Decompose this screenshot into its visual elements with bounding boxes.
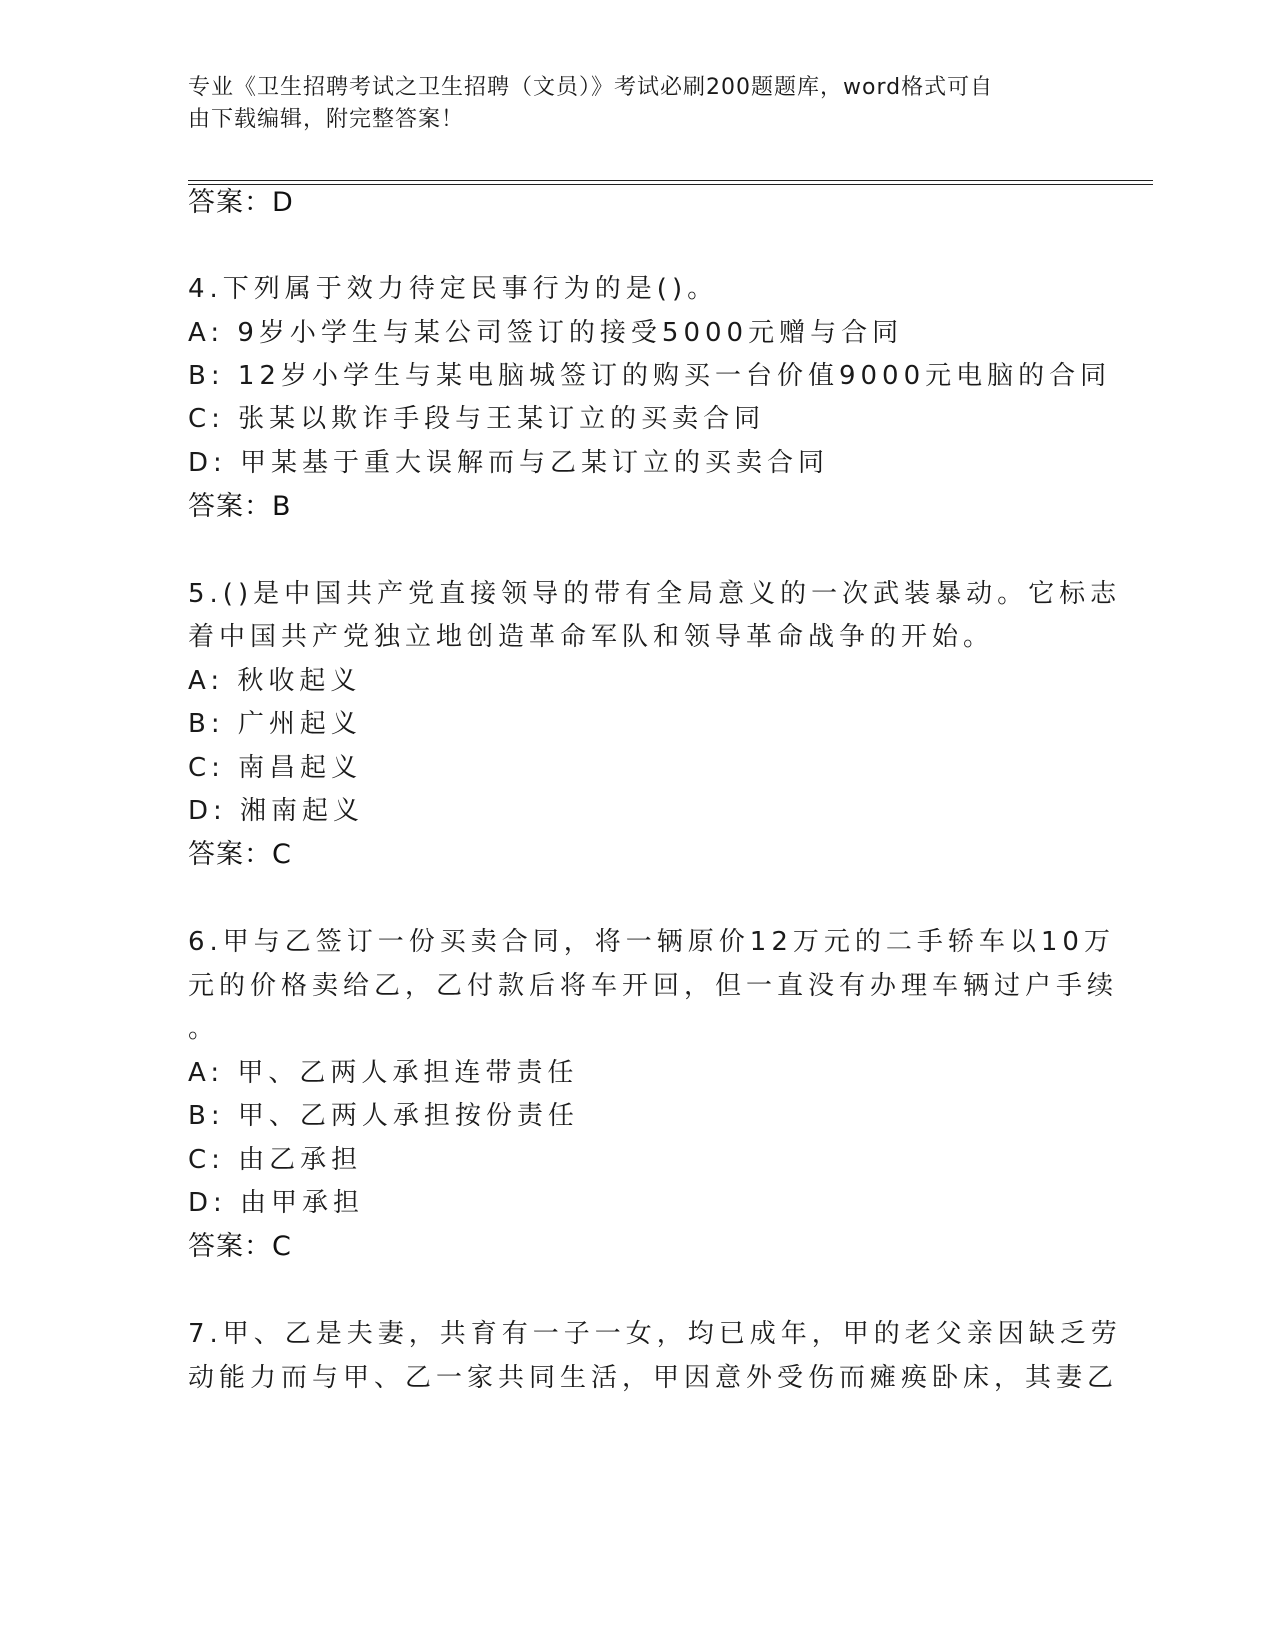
question-4-option-b: B: 12岁小学生与某电脑城签订的购买一台价值9000元电脑的合同: [188, 361, 1112, 391]
question-4-answer: 答案：B: [188, 491, 292, 522]
question-4-option-d: D: 甲某基于重大误解而与乙某订立的买卖合同: [188, 448, 830, 478]
question-6-option-b: B: 甲、乙两人承担按份责任: [188, 1101, 579, 1131]
question-5-option-d: D: 湘南起义: [188, 796, 365, 826]
question-6-stem-line-2: 元的价格卖给乙，乙付款后将车开回，但一直没有办理车辆过户手续: [188, 971, 1119, 1001]
question-7-stem-line-1: 7.甲、乙是夫妻，共育有一子一女，均已成年，甲的老父亲因缺乏劳: [188, 1319, 1122, 1349]
question-5-option-c: C: 南昌起义: [188, 753, 363, 783]
question-6-answer: 答案：C: [188, 1231, 292, 1262]
question-6-stem-line-3: 。: [188, 1014, 220, 1044]
question-4-option-c: C: 张某以欺诈手段与王某订立的买卖合同: [188, 404, 766, 434]
document-header: [188, 72, 1068, 136]
answer-previous: 答案：D: [188, 187, 294, 218]
question-4-stem: 4.下列属于效力待定民事行为的是()。: [188, 274, 719, 304]
question-5-stem-line-2: 着中国共产党独立地创造革命军队和领导革命战争的开始。: [188, 622, 995, 652]
question-5-option-b: B: 广州起义: [188, 709, 362, 739]
question-4-option-a: A: 9岁小学生与某公司签订的接受5000元赠与合同: [188, 318, 904, 348]
question-5-stem-line-1: 5.()是中国共产党直接领导的带有全局意义的一次武装暴动。它标志: [188, 579, 1122, 609]
question-6-option-d: D: 由甲承担: [188, 1188, 365, 1218]
question-5-answer: 答案：C: [188, 839, 292, 870]
question-6-option-a: A: 甲、乙两人承担连带责任: [188, 1058, 579, 1088]
question-6-stem-line-1: 6.甲与乙签订一份买卖合同，将一辆原价12万元的二手轿车以10万: [188, 927, 1115, 957]
question-7-stem-line-2: 动能力而与甲、乙一家共同生活，甲因意外受伤而瘫痪卧床，其妻乙: [188, 1363, 1119, 1393]
header-divider: [188, 180, 1153, 185]
header-title-line-2: 由下载编辑，附完整答案！: [188, 107, 465, 132]
header-title-line-1: 专业《卫生招聘考试之卫生招聘（文员）》考试必刷200题题库，word格式可自: [188, 75, 994, 100]
question-5-option-a: A: 秋收起义: [188, 666, 362, 696]
question-6-option-c: C: 由乙承担: [188, 1145, 363, 1175]
